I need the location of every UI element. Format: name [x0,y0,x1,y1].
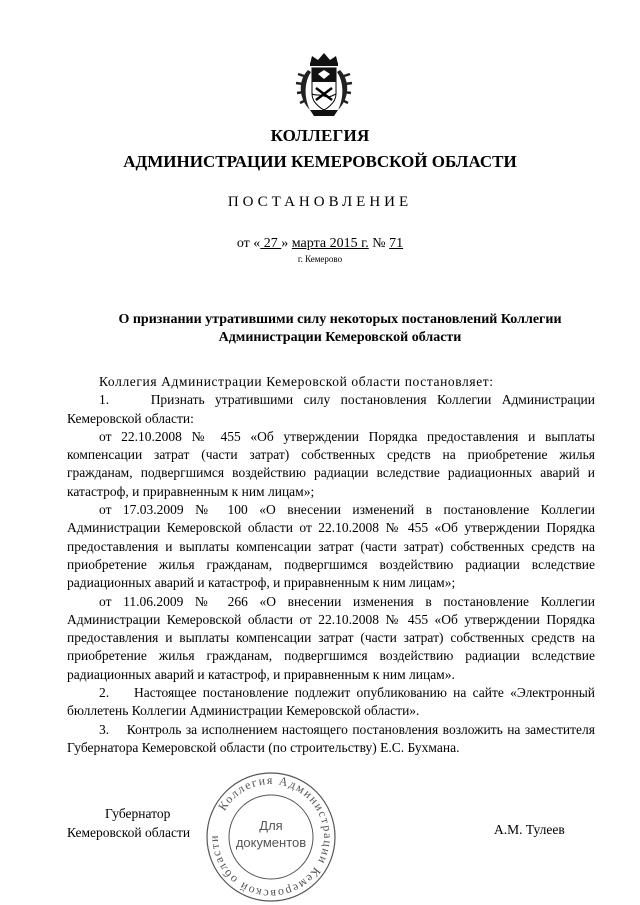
title-line2: Администрации Кемеровской области [218,330,462,345]
org-title-line2: АДМИНИСТРАЦИИ КЕМЕРОВСКОЙ ОБЛАСТИ [123,152,517,171]
city-label: г. Кемерово [297,254,343,264]
org-title-line1: КОЛЛЕГИЯ [270,126,370,145]
stamp-center-line2: документов [235,835,307,850]
title-line1: О признании утратившими силу некоторых постановлений Коллегии [118,312,562,327]
signatory-name: А.М. Тулеев [494,822,565,837]
clause-1-item-2: от 17.03.2009 № 100 «О внесении изменений в постановление Коллегии Администрации Кемеровской области от 22.10.2008 № 455 «Об утверждении Порядка предоставления и выплаты компенсации затрат (части затрат) собственных средств на приобретение жилья гражданам, подвергшимся воздействию радиации вследствие радиационных аварий и катастроф, и приравненным к ним лицам»; [67,502,595,591]
number-label: № [368,236,390,251]
date-prefix: от « [236,236,261,251]
signatory-role-line2: Кемеровской области [67,825,191,840]
official-stamp [196,770,346,905]
date-day: 27 [260,236,282,251]
coat-of-arms-emblem [294,50,354,120]
date-number-line [0,236,640,252]
document-title [70,311,610,347]
clause-1: 1. Признать утратившими силу постановления Коллегии Администрации Кемеровской области: [67,392,595,426]
clause-1-item-1: от 22.10.2008 № 455 «Об утверждении Порядка предоставления и выплаты компенсации затрат (части затрат) собственных средств на приобретение жилья гражданам, подвергшимся воздействию радиации вследствие радиационных аварий и катастроф, и приравненным к ним лицам»; [67,428,595,499]
stamp-center-line1: Для [259,818,283,833]
document-type: ПОСТАНОВЛЕНИЕ [227,194,413,210]
signatory-role [67,804,190,842]
clause-1-item-3: от 11.06.2009 № 266 «О внесении изменения в постановление Коллегии Администрации Кемеровской области от 22.10.2008 № 455 «Об утверждении Порядка предоставления и выплаты компенсации затрат (части затрат) собственных средств на приобретение жилья гражданам, подвергшимся воздействию радиации вследствие радиационных аварий и катастроф, и приравненным к ним лицам». [67,593,595,682]
signatory-role-line1: Губернатор [105,806,171,821]
document-body [67,373,595,757]
document-number: 71 [389,236,404,251]
date-month-year: марта 2015 г. [291,236,369,251]
clause-2: 2. Настоящее постановление подлежит опубликованию на сайте «Электронный бюллетень Коллегии Администрации Кемеровской области». [67,685,595,719]
preamble-paragraph: Коллегия Администрации Кемеровской области постановляет: [99,374,494,389]
date-mid: » [281,236,292,251]
stamp-ring-text: Коллегия Администрации Кемеровской области [206,772,336,902]
clause-3: 3. Контроль за исполнением настоящего постановления возложить на заместителя Губернатора Кемеровской области (по строительству) Е.С. Бухмана. [67,721,595,755]
